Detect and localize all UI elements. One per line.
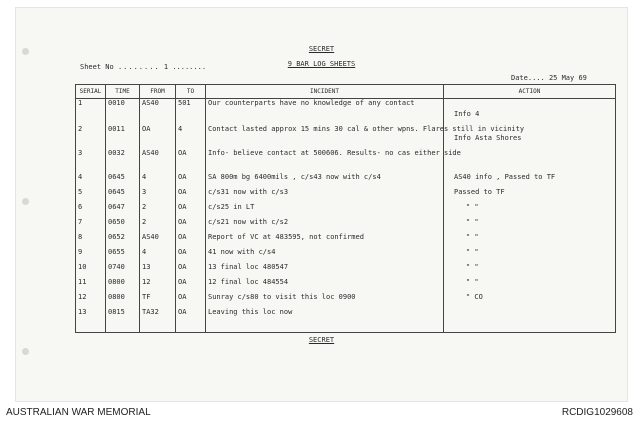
sheet-number-label: Sheet No	[80, 63, 114, 71]
archive-caption-left: AUSTRALIAN WAR MEMORIAL	[6, 407, 151, 418]
archive-caption-right: RCDIG1029608	[561, 407, 633, 418]
cell-incident: 12 final loc 484554	[206, 278, 444, 293]
cell-serial: 8	[76, 233, 106, 248]
cell-from: 13	[140, 263, 176, 278]
cell-incident: 13 final loc 480547	[206, 263, 444, 278]
cell-time: 0645	[106, 173, 140, 188]
cell-time: 0652	[106, 233, 140, 248]
col-time: TIME	[106, 85, 140, 99]
sheet-title: 9 BAR LOG SHEETS	[287, 60, 356, 68]
cell-to: OA	[176, 173, 206, 188]
table-row	[76, 233, 616, 248]
cell-to: OA	[176, 188, 206, 203]
log-table	[75, 84, 616, 333]
cell-from: AS40	[140, 99, 176, 126]
table-row	[76, 125, 616, 149]
cell-action	[444, 149, 616, 173]
cell-action: " "	[444, 263, 616, 278]
cell-serial: 4	[76, 173, 106, 188]
cell-action: " "	[444, 233, 616, 248]
cell-to: 501	[176, 99, 206, 126]
cell-serial: 1	[76, 99, 106, 126]
cell-from: AS40	[140, 149, 176, 173]
cell-action: " "	[444, 248, 616, 263]
cell-action: " "	[444, 203, 616, 218]
classification-bottom: SECRET	[308, 336, 335, 344]
cell-to: OA	[176, 218, 206, 233]
table-row	[76, 263, 616, 278]
sheet-number-field: Sheet No ........ 1 ........	[80, 63, 207, 71]
cell-serial: 9	[76, 248, 106, 263]
cell-serial: 13	[76, 308, 106, 332]
cell-time: 0740	[106, 263, 140, 278]
cell-serial: 6	[76, 203, 106, 218]
cell-action: Passed to TF	[444, 188, 616, 203]
sheet-number-value: 1	[163, 63, 169, 71]
cell-from: 3	[140, 188, 176, 203]
cell-incident: Info- believe contact at 500606. Results- no cas either side	[206, 149, 444, 173]
table-row	[76, 203, 616, 218]
cell-time: 0645	[106, 188, 140, 203]
cell-from: 2	[140, 203, 176, 218]
cell-to: OA	[176, 248, 206, 263]
cell-from: TF	[140, 293, 176, 308]
cell-serial: 3	[76, 149, 106, 173]
date-label: Date	[511, 74, 528, 82]
date-value: 25 May 69	[548, 74, 587, 82]
table-row	[76, 188, 616, 203]
punch-hole	[22, 198, 29, 205]
cell-serial: 2	[76, 125, 106, 149]
cell-action: " "	[444, 218, 616, 233]
cell-incident: Our counterparts have no knowledge of any contact	[206, 99, 444, 126]
table-header-row	[76, 85, 616, 99]
cell-to: 4	[176, 125, 206, 149]
cell-to: OA	[176, 263, 206, 278]
cell-serial: 10	[76, 263, 106, 278]
cell-time: 0800	[106, 293, 140, 308]
table-row	[76, 173, 616, 188]
cell-to: OA	[176, 278, 206, 293]
table-row	[76, 248, 616, 263]
table-row	[76, 99, 616, 126]
cell-action: " "	[444, 278, 616, 293]
cell-action: Info Asta Shores	[444, 125, 616, 149]
cell-from: OA	[140, 125, 176, 149]
cell-from: TA32	[140, 308, 176, 332]
cell-incident: SA 800m bg 6400mils , c/s43 now with c/s4	[206, 173, 444, 188]
cell-serial: 11	[76, 278, 106, 293]
cell-serial: 12	[76, 293, 106, 308]
cell-time: 0800	[106, 278, 140, 293]
table-row	[76, 218, 616, 233]
cell-incident: c/s31 now with c/s3	[206, 188, 444, 203]
cell-serial: 7	[76, 218, 106, 233]
cell-incident: Sunray c/s80 to visit this loc 0900	[206, 293, 444, 308]
cell-to: OA	[176, 149, 206, 173]
cell-from: AS40	[140, 233, 176, 248]
cell-to: OA	[176, 233, 206, 248]
cell-incident: c/s21 now with c/s2	[206, 218, 444, 233]
cell-time: 0655	[106, 248, 140, 263]
cell-action: Info 4	[444, 99, 616, 126]
col-serial: SERIAL	[76, 85, 106, 99]
cell-time: 0650	[106, 218, 140, 233]
cell-to: OA	[176, 293, 206, 308]
cell-serial: 5	[76, 188, 106, 203]
col-action: ACTION	[444, 85, 616, 99]
col-incident: INCIDENT	[206, 85, 444, 99]
cell-action: " CO	[444, 293, 616, 308]
cell-incident: Report of VC at 483595, not confirmed	[206, 233, 444, 248]
cell-action: AS40 info , Passed to TF	[444, 173, 616, 188]
punch-hole	[22, 348, 29, 355]
cell-to: OA	[176, 308, 206, 332]
classification-top: SECRET	[308, 45, 335, 53]
cell-time: 0647	[106, 203, 140, 218]
date-field: Date.... 25 May 69	[511, 74, 587, 82]
cell-from: 4	[140, 173, 176, 188]
cell-time: 0032	[106, 149, 140, 173]
cell-from: 12	[140, 278, 176, 293]
cell-incident: 41 now with c/s4	[206, 248, 444, 263]
cell-time: 0011	[106, 125, 140, 149]
table-row	[76, 149, 616, 173]
cell-to: OA	[176, 203, 206, 218]
table-row	[76, 293, 616, 308]
cell-incident: Contact lasted approx 15 mins 30 cal & other wpns. Flares still in vicinity	[206, 125, 444, 149]
cell-time: 0815	[106, 308, 140, 332]
table-row	[76, 278, 616, 293]
cell-time: 0010	[106, 99, 140, 126]
cell-incident: Leaving this loc now	[206, 308, 444, 332]
col-from: FROM	[140, 85, 176, 99]
cell-from: 4	[140, 248, 176, 263]
col-to: TO	[176, 85, 206, 99]
cell-from: 2	[140, 218, 176, 233]
cell-action	[444, 308, 616, 332]
table-row	[76, 308, 616, 332]
log-sheet-page	[16, 8, 627, 401]
cell-incident: c/s25 in LT	[206, 203, 444, 218]
